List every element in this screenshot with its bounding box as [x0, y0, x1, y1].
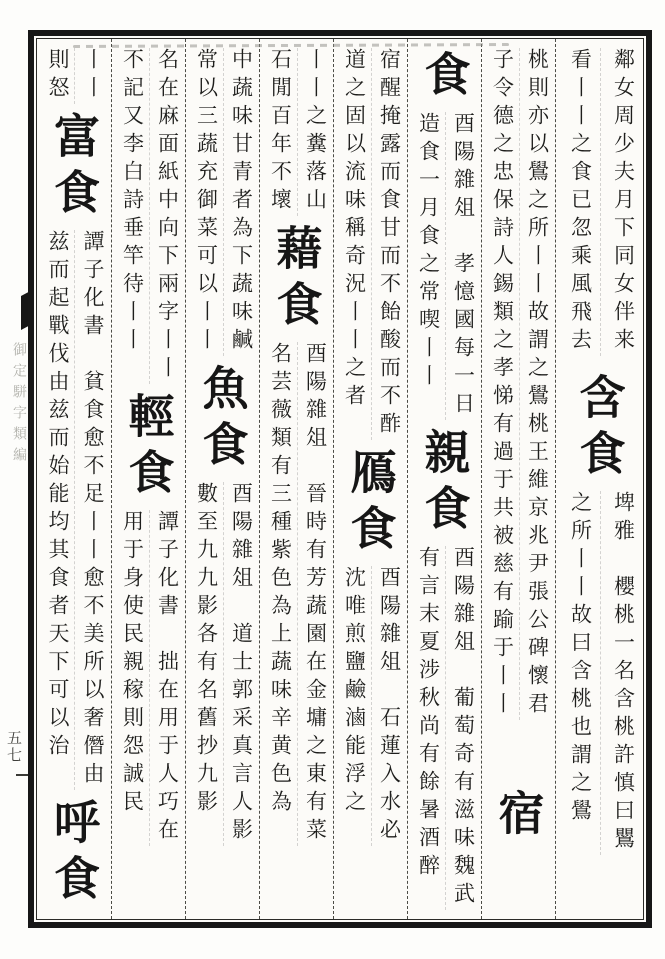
annotation-pair	[188, 482, 258, 846]
annotation-left-column: 子令德之忠保詩人錫類之孝悌有過于共被慈有踰于丨丨	[490, 48, 515, 720]
annotation-left-column: 名芸薇類有三種紫色為上蔬味辛黄色為	[268, 342, 293, 818]
annotation-pair	[262, 342, 332, 846]
annotation-pair	[39, 48, 109, 104]
annotation-pair	[188, 48, 258, 356]
annotation-right-column: 丨丨之糞落山	[297, 48, 332, 216]
annotation-right-column: 埤雅 櫻桃一名含桃許慎曰鸎	[600, 491, 643, 855]
entry-heading: 宿	[491, 789, 546, 845]
annotation-left-column: 石閒百年不壞	[268, 48, 293, 216]
annotation-left-column: 數至九九影各有名舊抄九影	[194, 482, 219, 818]
entry-heading: 富食	[47, 112, 101, 224]
annotation-right-column: 丨丨	[74, 48, 109, 104]
annotation-right-column: 酉陽雜俎 道士郭采真言人影	[223, 482, 258, 846]
annotation-left-column: 用于身使民親稼則怨誠民	[120, 510, 145, 818]
annotation-left-column: 不記又李白詩垂竿待丨丨	[120, 48, 145, 356]
annotation-right-column: 名在麻面紙中向下兩字丨丨	[149, 48, 184, 384]
page-number: 五七	[5, 730, 23, 764]
annotation-left-column: 之所丨丨故曰含桃也謂之鷽	[568, 491, 593, 827]
annotation-right-column: 酉陽雜俎 石蓮入水必	[371, 566, 406, 846]
annotation-pair	[410, 112, 480, 420]
annotation-right-column: 酉陽雜俎 晉時有芳蔬園在金墉之東有菜	[297, 342, 332, 846]
entry-heading: 鴈食	[343, 448, 398, 560]
annotation-right-column: 酉陽雜俎 孝憶國每一日	[445, 112, 480, 420]
text-column	[37, 39, 111, 919]
text-column	[185, 39, 259, 919]
annotation-left-column: 看丨丨之食已忽乘風飛去	[568, 48, 593, 356]
annotation-left-column: 則怒	[46, 48, 70, 104]
annotation-right-column: 鄰女周少夫月下同女伴来	[600, 48, 643, 356]
text-column	[111, 39, 185, 919]
margin-book-title: 御定駢字類編	[11, 342, 27, 468]
annotation-left-column: 有言末夏涉秋尚有餘暑酒醉	[416, 546, 441, 882]
entry-heading: 食	[417, 50, 472, 106]
annotation-pair	[39, 230, 109, 790]
left-margin-strip	[4, 30, 30, 928]
entry-heading: 輕食	[121, 392, 176, 504]
text-column	[481, 39, 555, 919]
annotation-right-column: 中蔬味甘青者為下蔬味鹹	[223, 48, 258, 356]
annotation-pair	[557, 48, 643, 356]
annotation-left-column: 造食一月食之常喫丨丨	[416, 112, 441, 392]
annotation-left-column: 沈唯煎鹽鹼滷能浮之	[342, 566, 367, 818]
annotation-pair	[336, 48, 406, 440]
entry-heading: 魚食	[195, 364, 250, 476]
entry-heading: 藉食	[269, 224, 324, 336]
text-column	[333, 39, 407, 919]
entry-heading: 含食	[572, 373, 627, 485]
annotation-right-column: 桃則亦以鷽之所丨丨故謂之鷽桃王維京兆尹張公碑懷君	[519, 48, 554, 720]
annotation-pair	[114, 510, 184, 846]
text-columns	[36, 38, 644, 920]
annotation-pair	[114, 48, 184, 384]
text-column	[259, 39, 333, 919]
entry-heading: 呼食	[47, 798, 101, 910]
annotation-left-column: 道之固以流味稱奇況丨丨之者	[342, 48, 367, 412]
annotation-right-column: 酉陽雜俎 葡萄奇有滋味魏武	[445, 546, 480, 910]
entry-heading: 親食	[417, 428, 472, 540]
annotation-pair	[336, 566, 406, 846]
annotation-right-column: 譚子化書 拙在用于人巧在	[149, 510, 184, 846]
annotation-pair	[262, 48, 332, 216]
text-column	[555, 39, 643, 919]
annotation-left-column: 常以三蔬充御菜可以丨丨	[194, 48, 219, 356]
annotation-pair	[410, 546, 480, 910]
annotation-right-column: 宿醒掩露而食甘而不飴酸而不酢	[371, 48, 406, 440]
page-frame	[28, 30, 652, 928]
annotation-pair	[484, 48, 554, 720]
annotation-right-column: 譚子化書 貧食愈不足丨丨愈不美所以奢僭由	[74, 230, 109, 790]
annotation-left-column: 兹而起戰伐由兹而始能均其食者天下可以治	[46, 230, 70, 762]
text-column	[407, 39, 481, 919]
annotation-pair	[557, 491, 643, 855]
